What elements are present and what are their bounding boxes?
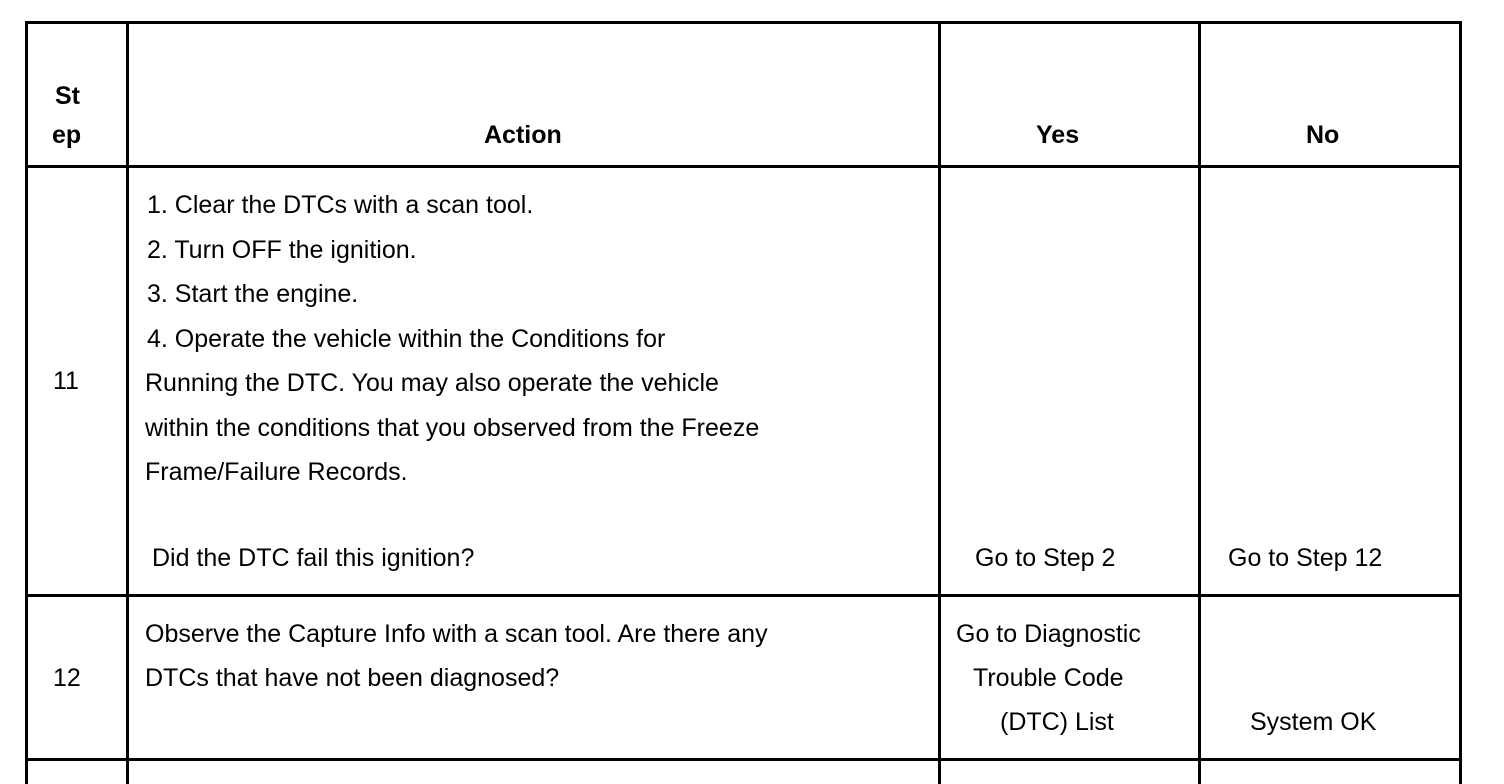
action-line: DTCs that have not been diagnosed? [145, 664, 560, 692]
table-border-bottom [25, 758, 1462, 761]
table-border-right [1459, 21, 1462, 784]
question-text: Did the DTC fail this ignition? [152, 544, 475, 572]
action-line: Frame/Failure Records. [145, 458, 408, 486]
column-divider-yes [1198, 21, 1201, 784]
column-divider-action [938, 21, 941, 784]
column-divider-step [126, 21, 129, 784]
action-line: 2. Turn OFF the ignition. [147, 236, 417, 264]
row-divider [25, 594, 1462, 597]
action-line: within the conditions that you observed from the Freeze [145, 414, 760, 442]
yes-result: Go to Step 2 [975, 544, 1116, 572]
table-border-left [25, 21, 28, 784]
yes-result-line: Trouble Code [973, 664, 1124, 692]
action-line: 1. Clear the DTCs with a scan tool. [147, 191, 534, 219]
header-action: Action [484, 121, 562, 149]
action-line: Observe the Capture Info with a scan tool. Are there any [145, 620, 768, 648]
step-number: 12 [53, 664, 81, 692]
yes-result-line: (DTC) List [1000, 708, 1114, 736]
header-yes: Yes [1036, 121, 1080, 149]
no-result: Go to Step 12 [1228, 544, 1383, 572]
action-line: 4. Operate the vehicle within the Conditions for [147, 325, 666, 353]
table-border-top [25, 21, 1462, 24]
yes-result-line: Go to Diagnostic [956, 620, 1141, 648]
no-result: System OK [1250, 708, 1377, 736]
step-number: 11 [53, 367, 79, 395]
header-divider [25, 165, 1462, 168]
header-no: No [1306, 121, 1340, 149]
header-step-line1: St [55, 82, 80, 110]
action-line: 3. Start the engine. [147, 280, 359, 308]
header-step-line2: ep [52, 121, 82, 149]
action-line: Running the DTC. You may also operate the vehicle [145, 369, 719, 397]
